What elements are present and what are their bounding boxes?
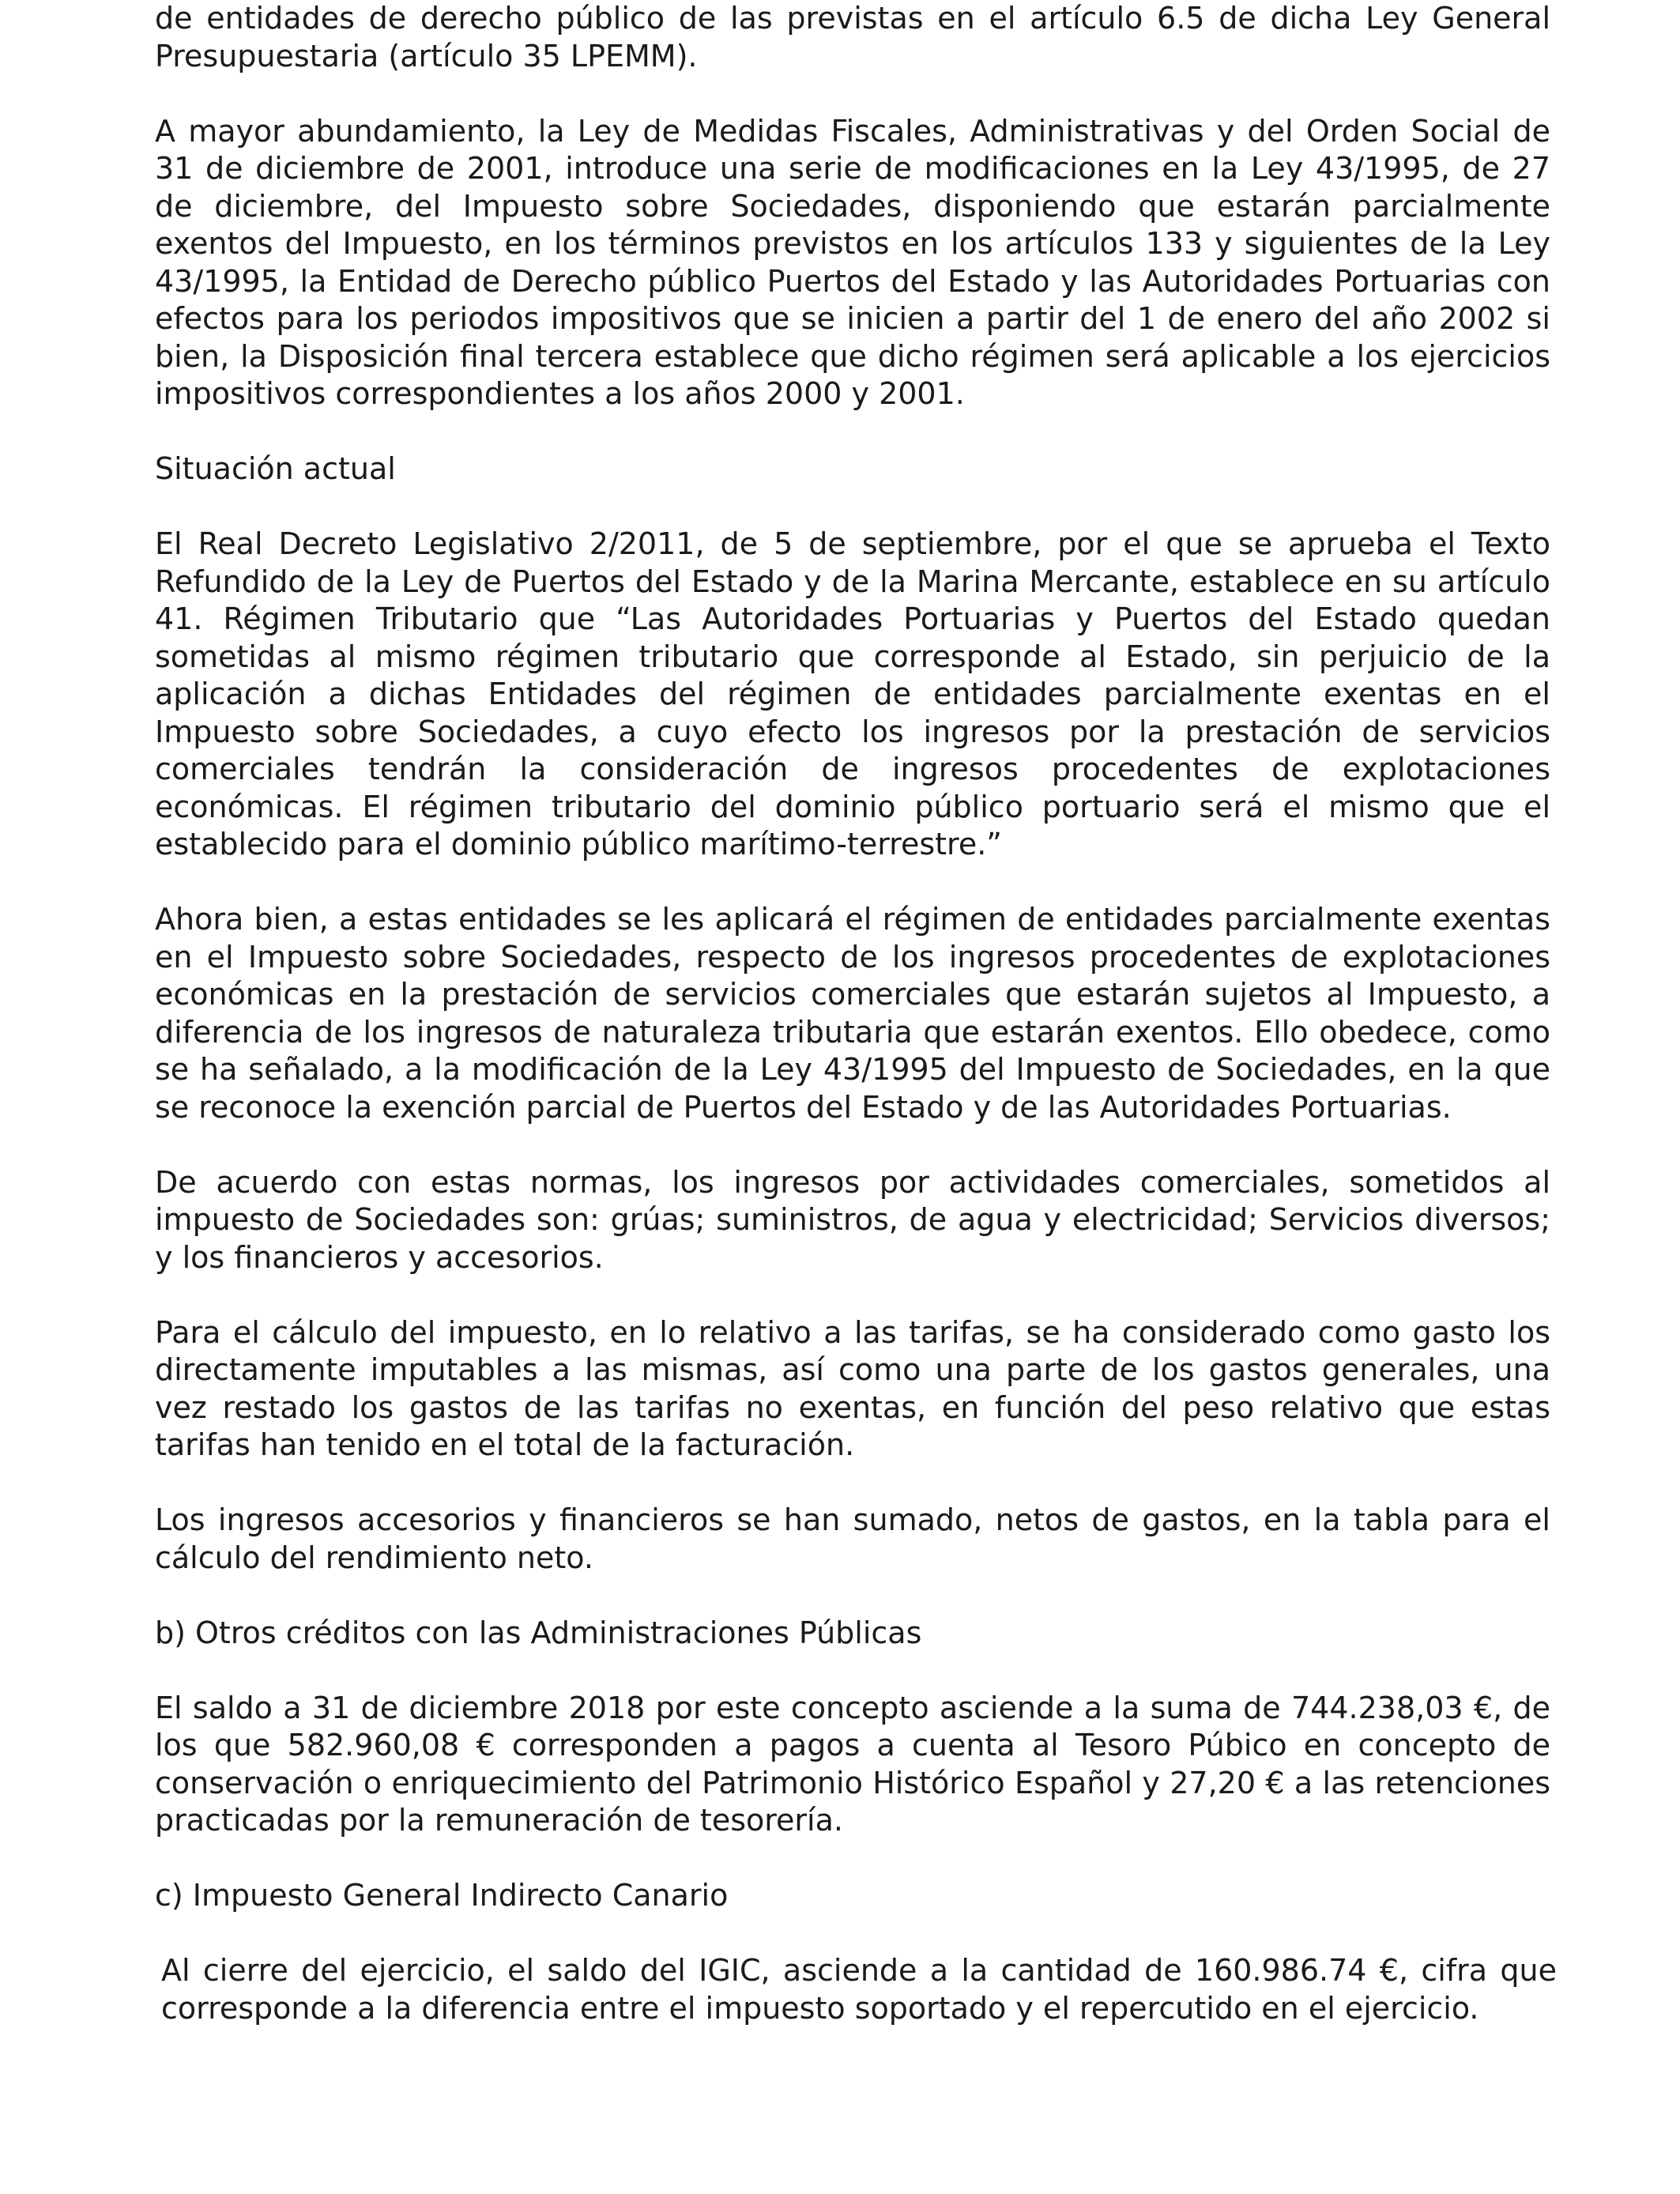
- paragraph-gap: [155, 1465, 1550, 1502]
- paragraph-gap: [155, 75, 1550, 113]
- paragraph-gap: [155, 488, 1550, 526]
- paragraph-gap: [155, 1276, 1550, 1314]
- paragraph-gap: [155, 1840, 1550, 1878]
- section-heading-otros-creditos: b) Otros créditos con las Administraciones Públicas: [155, 1615, 922, 1650]
- paragraph-gap: [155, 1577, 1550, 1615]
- section-heading-igic: c) Impuesto General Indirecto Canario: [155, 1878, 729, 1913]
- section-heading-situacion-actual: Situación actual: [155, 451, 396, 486]
- paragraph-gap: [155, 1652, 1550, 1690]
- paragraph-saldo-2018: El saldo a 31 de diciembre 2018 por este concepto asciende a la suma de 744.238,03 €, de los que 582.960,08 € corresponden a pagos a cuenta al Tesoro Púbico en concepto de conservación o enriquecimiento del Patrimonio Histórico Español y 27,20 € a las retenciones practicadas por la remuneración de tesorería.: [155, 1690, 1550, 1838]
- paragraph-gap: [155, 1126, 1550, 1164]
- paragraph-gap: [155, 864, 1550, 902]
- paragraph-ingresos-accesorios: Los ingresos accesorios y financieros se han sumado, netos de gastos, en la tabla para el cálculo del rendimiento neto.: [155, 1502, 1550, 1575]
- paragraph-ahora-bien: Ahora bien, a estas entidades se les aplicará el régimen de entidades parcialmente exentas en el Impuesto sobre Sociedades, respecto de los ingresos procedentes de explotaciones económicas en la prestación de servicios comerciales que estarán sujetos al Impuesto, a diferencia de los ingresos de naturaleza tributaria que estarán exentos. Ello obedece, como se ha señalado, a la modificación de la Ley 43/1995 del Impuesto de Sociedades, en la que se reconoce la exención parcial de Puertos del Estado y de las Autoridades Portuarias.: [155, 902, 1550, 1125]
- paragraph-de-acuerdo: De acuerdo con estas normas, los ingresos por actividades comerciales, sometidos al impuesto de Sociedades son: grúas; suministros, de agua y electricidad; Servicios diversos; y los financieros y accesorios.: [155, 1164, 1550, 1275]
- paragraph-ley-general-presupuestaria: de entidades de derecho público de las previstas en el artículo 6.5 de dicha Ley General Presupuestaria (artículo 35 LPEMM).: [155, 1, 1550, 74]
- paragraph-mayor-abundamiento: A mayor abundamiento, la Ley de Medidas Fiscales, Administrativas y del Orden Social de 31 de diciembre de 2001, introduce una serie de modificaciones en la Ley 43/1995, de 27 de diciembre, del Impuesto sobre Sociedades, disponiendo que estarán parcialmente exentos del Impuesto, en los términos previstos en los artículos 133 y siguientes de la Ley 43/1995, la Entidad de Derecho público Puertos del Estado y las Autoridades Portuarias con efectos para los periodos impositivos que se inicien a partir del 1 de enero del año 2002 si bien, la Disposición final tercera establece que dicho régimen será aplicable a los ejercicios impositivos correspondientes a los años 2000 y 2001.: [155, 113, 1550, 411]
- paragraph-gap: [155, 413, 1550, 451]
- paragraph-gap: [155, 1915, 1550, 1953]
- paragraph-calculo-impuesto: Para el cálculo del impuesto, en lo relativo a las tarifas, se ha considerado como gasto los directamente imputables a las mismas, así como una parte de los gastos generales, una vez restado los gastos de las tarifas no exentas, en función del peso relativo que estas tarifas han tenido en el total de la facturación.: [155, 1314, 1550, 1462]
- document-page: [155, 0, 1557, 2027]
- paragraph-real-decreto: El Real Decreto Legislativo 2/2011, de 5 de septiembre, por el que se aprueba el Texto Refundido de la Ley de Puertos del Estado y de la Marina Mercante, establece en su artículo 41. Régimen Tributario que “Las Autoridades Portuarias y Puertos del Estado quedan sometidas al mismo régimen tributario que corresponde al Estado, sin perjuicio de la aplicación a dichas Entidades del régimen de entidades parcialmente exentas en el Impuesto sobre Sociedades, a cuyo efecto los ingresos por la prestación de servicios comerciales tendrán la consideración de ingresos procedentes de explotaciones económicas. El régimen tributario del dominio público portuario será el mismo que el establecido para el dominio público marítimo-terrestre.”: [155, 526, 1550, 861]
- paragraph-cierre-ejercicio: Al cierre del ejercicio, el saldo del IGIC, asciende a la cantidad de 160.986.74 €, cifra que corresponde a la diferencia entre el impuesto soportado y el repercutido en el ejercicio.: [161, 1953, 1557, 2026]
